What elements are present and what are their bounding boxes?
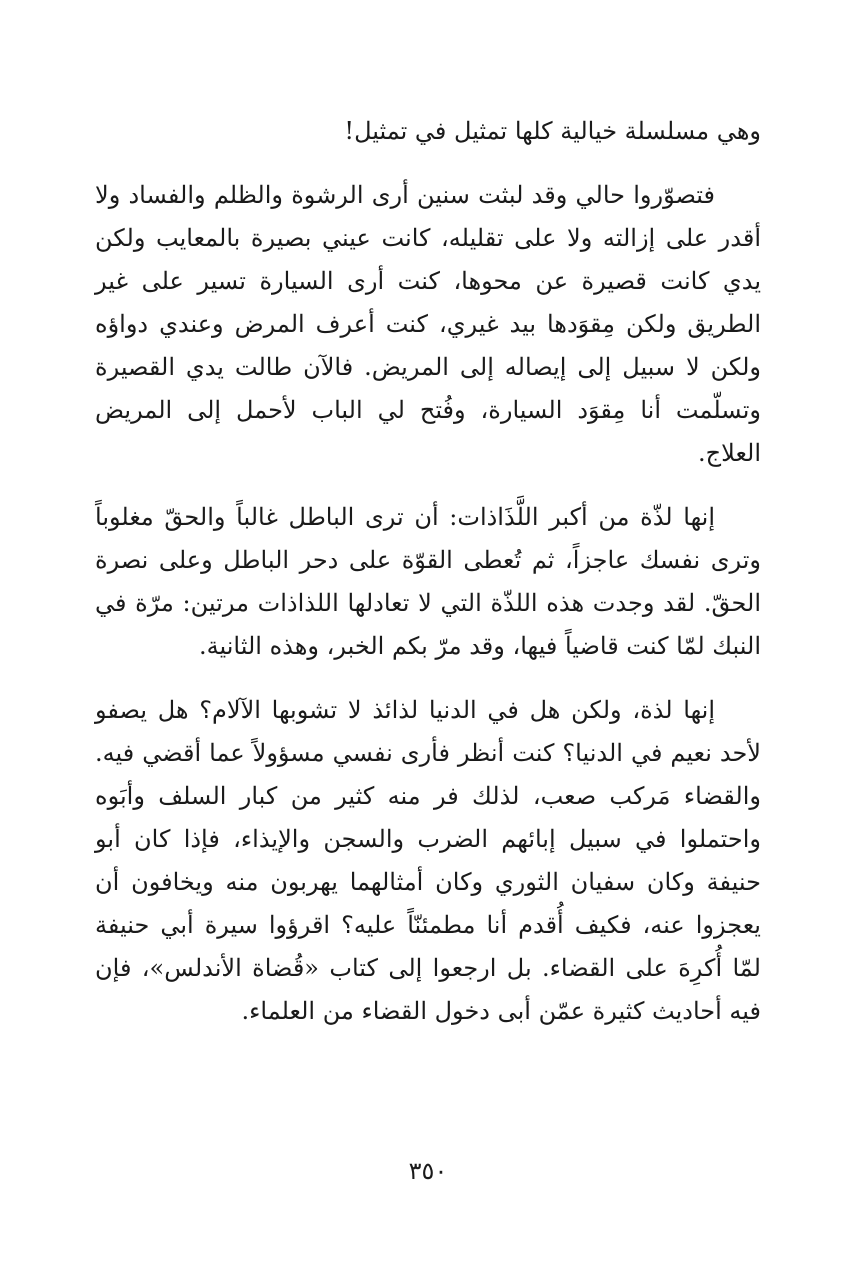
paragraph-2: فتصوّروا حالي وقد لبثت سنين أرى الرشوة والظلم والفساد ولا أقدر على إزالته ولا على تقليله، كانت عيني بصيرة بالمعايب ولكن يدي كانت قصيرة عن محوها، كنت أرى السيارة تسير على غير الطريق ولكن مِقوَدها بيد غيري، كنت أعرف المرض وعندي دواؤه ولكن لا سبيل إلى إيصاله إلى المريض. فالآن طالت يدي القصيرة وتسلّمت أنا مِقوَد السيارة، وفُتح لي الباب لأحمل إلى المريض العلاج. — [95, 181, 761, 467]
paragraph-1: وهي مسلسلة خيالية كلها تمثيل في تمثيل! — [344, 117, 761, 145]
page-body-text — [95, 110, 761, 1033]
page-number: ٣٥٠ — [408, 1157, 448, 1185]
paragraph-4: إنها لذة، ولكن هل في الدنيا لذائذ لا تشوبها الآلام؟ هل يصفو لأحد نعيم في الدنيا؟ كنت أنظر فأرى نفسي مسؤولاً عما أقضي فيه. والقضاء مَركب صعب، لذلك فر منه كثير من كبار السلف وأبَوه واحتملوا في سبيل إبائهم الضرب والسجن والإيذاء، فإذا كان أبو حنيفة وكان سفيان الثوري وكان أمثالهما يهربون منه ويخافون أن يعجزوا عنه، فكيف أُقدم أنا مطمئنّاً عليه؟ اقرؤوا سيرة أبي حنيفة لمّا أُكرِهَ على القضاء. بل ارجعوا إلى كتاب «قُضاة الأندلس»، فإن فيه أحاديث كثيرة عمّن أبى دخول القضاء من العلماء. — [95, 696, 761, 1025]
paragraph-3: إنها لذّة من أكبر اللَّذَاذات: أن ترى الباطل غالباً والحقّ مغلوباً وترى نفسك عاجزاً، ثم تُعطى القوّة على دحر الباطل وعلى نصرة الحقّ. لقد وجدت هذه اللذّة التي لا تعادلها اللذاذات مرتين: مرّة في النبك لمّا كنت قاضياً فيها، وقد مرّ بكم الخبر، وهذه الثانية. — [95, 503, 761, 660]
